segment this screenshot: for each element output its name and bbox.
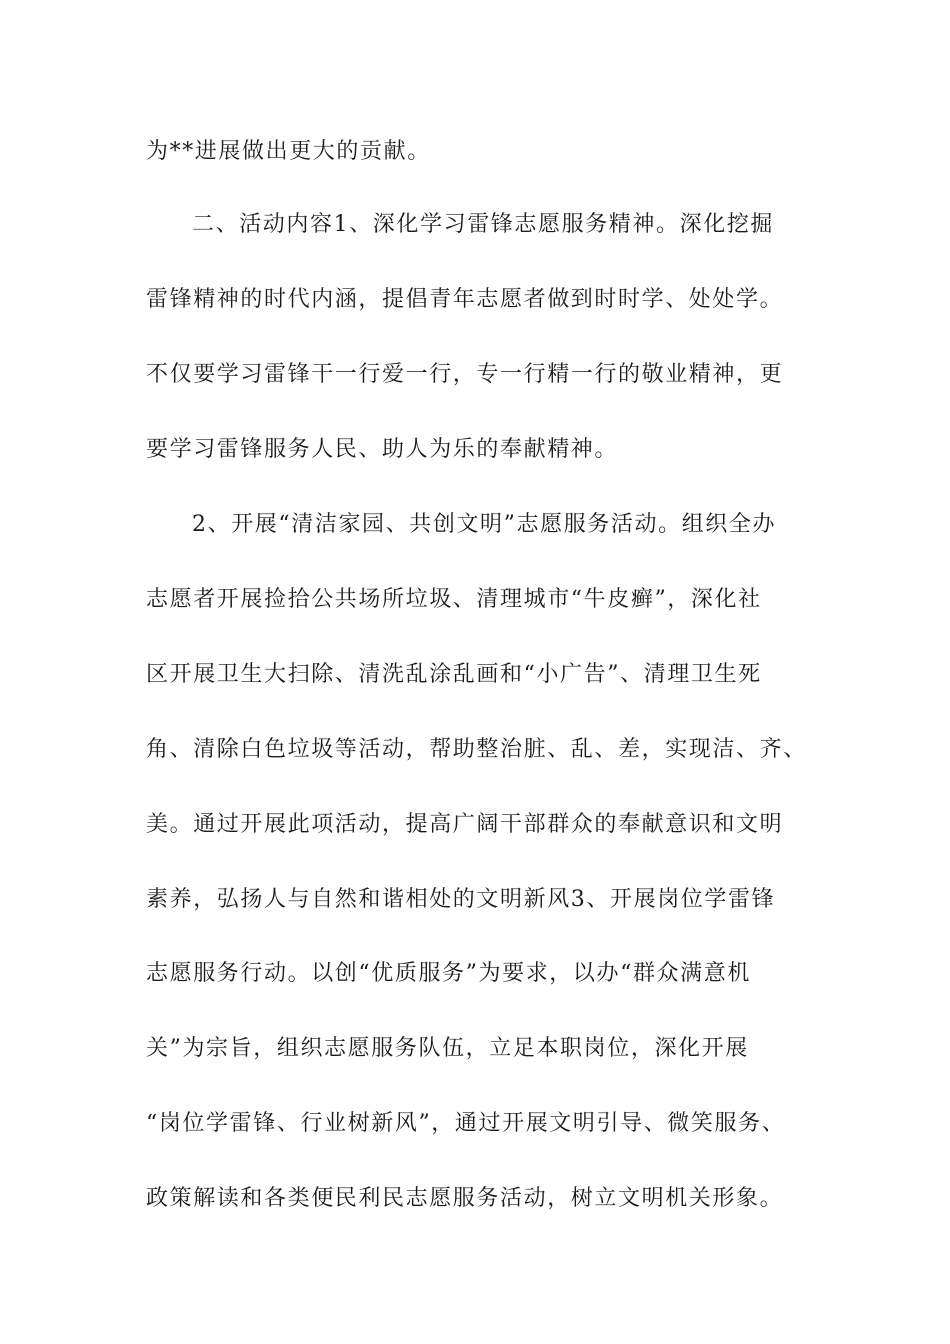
text-line: 为**进展做出更大的贡献。 xyxy=(146,139,431,164)
text-line: 志愿服务行动。以创“优质服务”为要求，以办“群众满意机 xyxy=(146,961,751,986)
text-line: 志愿者开展捡拾公共场所垃圾、清理城市“牛皮癣”，深化社 xyxy=(146,587,762,612)
text-line: 2、开展“清洁家园、共创文明”志愿服务活动。组织全办 xyxy=(192,512,777,537)
text-line: 不仅要学习雷锋干一行爱一行，专一行精一行的敬业精神，更 xyxy=(146,362,784,387)
text-line: 区开展卫生大扫除、清洗乱涂乱画和“小广告”、清理卫生死 xyxy=(146,662,762,687)
text-line: 素养，弘扬人与自然和谐相处的文明新风3、开展岗位学雷锋 xyxy=(146,887,776,912)
text-line: 美。通过开展此项活动，提高广阔干部群众的奉献意识和文明 xyxy=(146,812,784,837)
text-line: 政策解读和各类便民利民志愿服务活动，树立文明机关形象。 xyxy=(146,1186,784,1211)
text-line: “岗位学雷锋、行业树新风”，通过开展文明引导、微笑服务、 xyxy=(146,1111,786,1136)
text-line: 关”为宗旨，组织志愿服务队伍，立足本职岗位，深化开展 xyxy=(146,1036,749,1061)
text-line: 雷锋精神的时代内涵，提倡青年志愿者做到时时学、处处学。 xyxy=(146,287,784,312)
text-line: 二、活动内容1、深化学习雷锋志愿服务精神。深化挖掘 xyxy=(192,212,774,237)
text-line: 要学习雷锋服务人民、助人为乐的奉献精神。 xyxy=(146,437,619,462)
text-line: 角、清除白色垃圾等活动，帮助整治脏、乱、差，实现洁、齐、 xyxy=(146,737,807,762)
